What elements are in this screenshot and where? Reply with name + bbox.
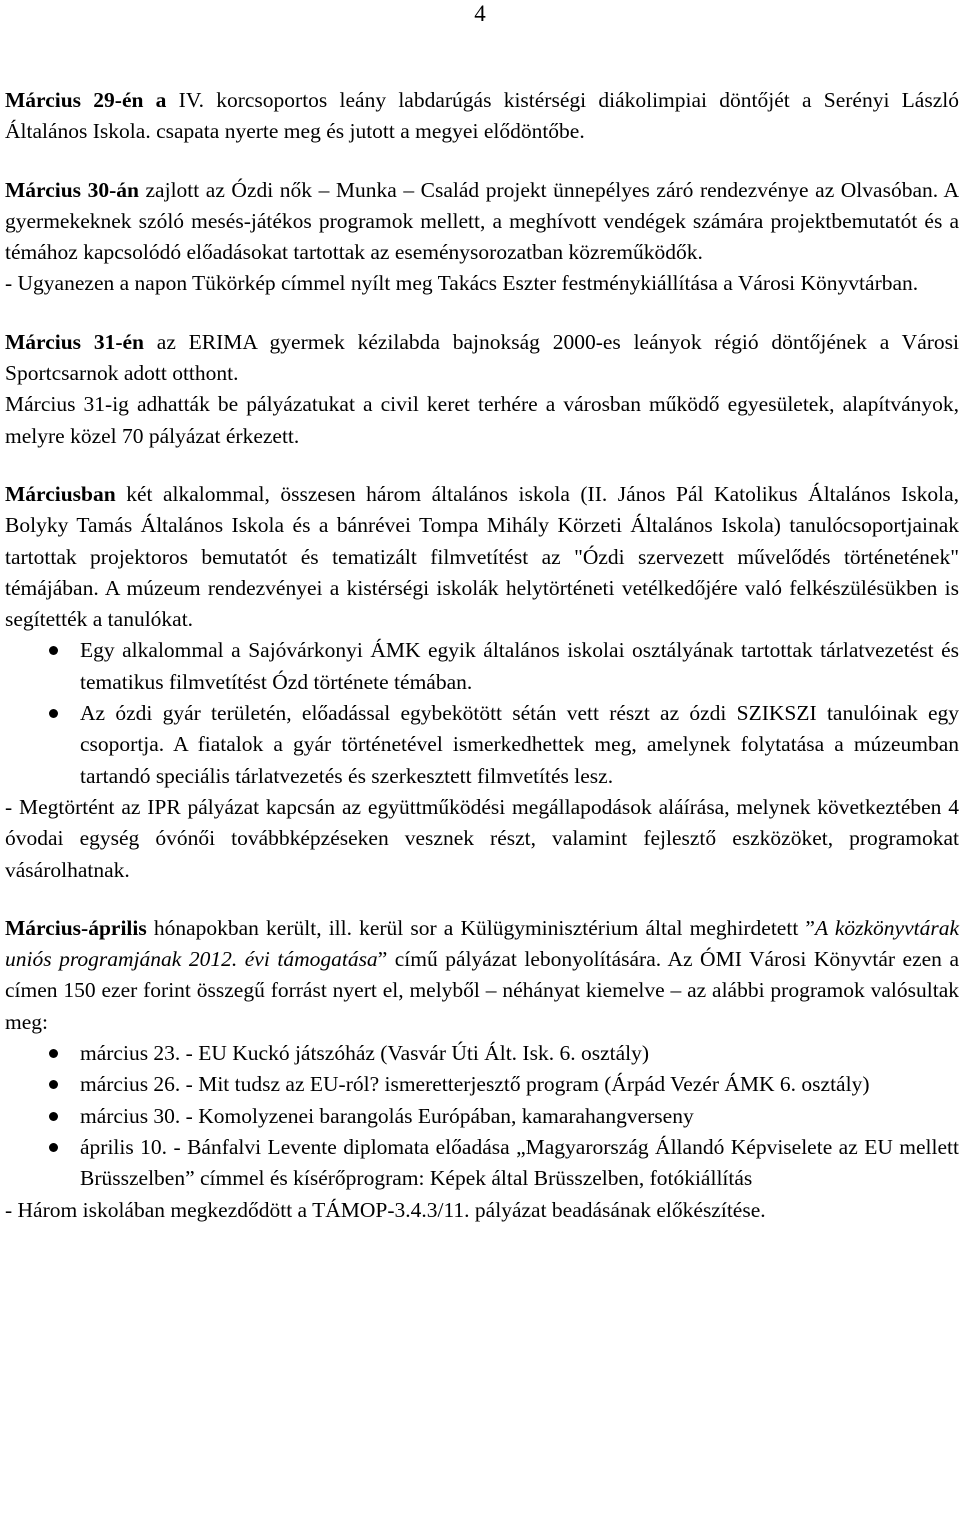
list-item: március 23. - EU Kuckó játszóház (Vasvár Úti Ált. Isk. 6. osztály) [5,1038,959,1069]
bullet-icon [49,709,58,718]
paragraph-march-april: Március-április hónapokban került, ill. kerül sor a Külügyminisztérium által meghirdetett ”A közkönyvtárak uniós programjának 2012. évi támogatása” című pályázat lebonyolítására. Az ÓMI Városi Könyvtár ezen a címen 150 ezer forint összegű forrást nyert el, melyből – néhányat kiemelve – az alábbi programok valósultak meg: [5,915,960,1034]
date-heading: Március 30-án [5,177,139,202]
paragraph-march-29: Március 29-én a IV. korcsoportos leány labdarúgás kistérségi diákolimpiai döntőjét a Serényi László Általános Iskola. csapata nyerte meg és jutott a megyei elődöntőbe. [5,88,959,144]
programs-bullet-list [5,1038,959,1194]
date-heading: Március 31-én [5,329,144,354]
date-heading: Március-április [5,915,147,940]
bullet-icon [49,1112,58,1121]
date-heading: Márciusban [5,481,116,506]
paragraph-civil-grants: Március 31-ig adhatták be pályázatukat a civil keret terhére a városban működő egyesületek, alapítványok, melyre közel 70 pályázat érkezett. [5,392,959,448]
paragraph-march-30: Március 30-án zajlott az Ózdi nők – Munka – Család projekt ünnepélyes záró rendezvénye az Olvasóban. A gyermekeknek szóló mesés-játékos programok mellett, a meghívott vendégek számára projektbemutatót és a témához kapcsolódó előadásokat tartottak az eseménysorozatban közreműködők. [5,177,960,265]
paragraph-march-museum: Márciusban két alkalommal, összesen három általános iskola (II. János Pál Katolikus Általános Iskola, Bolyky Tamás Általános Iskola és a bánrévei Tompa Mihály Körzeti Általános Iskola) tanulócsoportjainak tartottak projektoros bemutatót és tematizált filmvetítést az "Ózdi szervezett művelődés történetének" témájában. A múzeum rendezvényei a kistérségi iskolák helytörténeti vetélkedőjére való felkészülésükben is segítették a tanulókat. [5,481,959,632]
list-item: Az ózdi gyár területén, előadással egybekötött sétán vett részt az ózdi SZIKSZI tanulóinak egy csoportja. A fiatalok a gyár történetével ismerkedhettek meg, amelynek folytatása a múzeumban tartandó speciális tárlatvezetés és szerkesztett filmvetítés lesz. [5,698,959,792]
bullet-icon [49,1143,58,1152]
paragraph-tukorkep-exhibition: - Ugyanezen a napon Tükörkép címmel nyílt meg Takács Eszter festménykiállítása a Városi Könyvtárban. [5,271,919,296]
paragraph-tamop: - Három iskolában megkezdődött a TÁMOP-3.4.3/11. pályázat beadásának előkészítése. [5,1197,766,1222]
grant-title: A közkönyvtárak uniós programjának 2012. évi támogatása [5,915,960,972]
page-number: 4 [474,1,486,26]
bullet-icon [49,1049,58,1058]
list-item: Egy alkalommal a Sajóvárkonyi ÁMK egyik általános iskolai osztályának tartottak tárlatvezetést és tematikus filmvetítést Ózd története témában. [5,635,959,698]
paragraph-ipr-grant: - Megtörtént az IPR pályázat kapcsán az együttműködési megállapodások aláírása, melynek következtében 4 óvodai egység óvónői továbbképzéseken vesznek részt, valamint fejlesztő eszközöket, programokat vásárolhatnak. [5,794,959,882]
document-body [5,85,959,1226]
list-item: március 30. - Komolyzenei barangolás Európában, kamarahangverseny [5,1101,959,1132]
date-heading: Március 29-én a [5,88,167,112]
bullet-icon [49,646,58,655]
list-item: április 10. - Bánfalvi Levente diplomata előadása „Magyarország Állandó Képviselete az EU mellett Brüsszelben” címmel és kísérőprogram: Képek által Brüsszelben, fotókiállítás [5,1132,959,1195]
bullet-icon [49,1080,58,1089]
museum-bullet-list [5,635,959,791]
paragraph-march-31: Március 31-én az ERIMA gyermek kézilabda bajnokság 2000-es leányok régió döntőjének a Városi Sportcsarnok adott otthont. [5,329,959,386]
list-item: március 26. - Mit tudsz az EU-ról? ismeretterjesztő program (Árpád Vezér ÁMK 6. osztály) [5,1069,959,1100]
